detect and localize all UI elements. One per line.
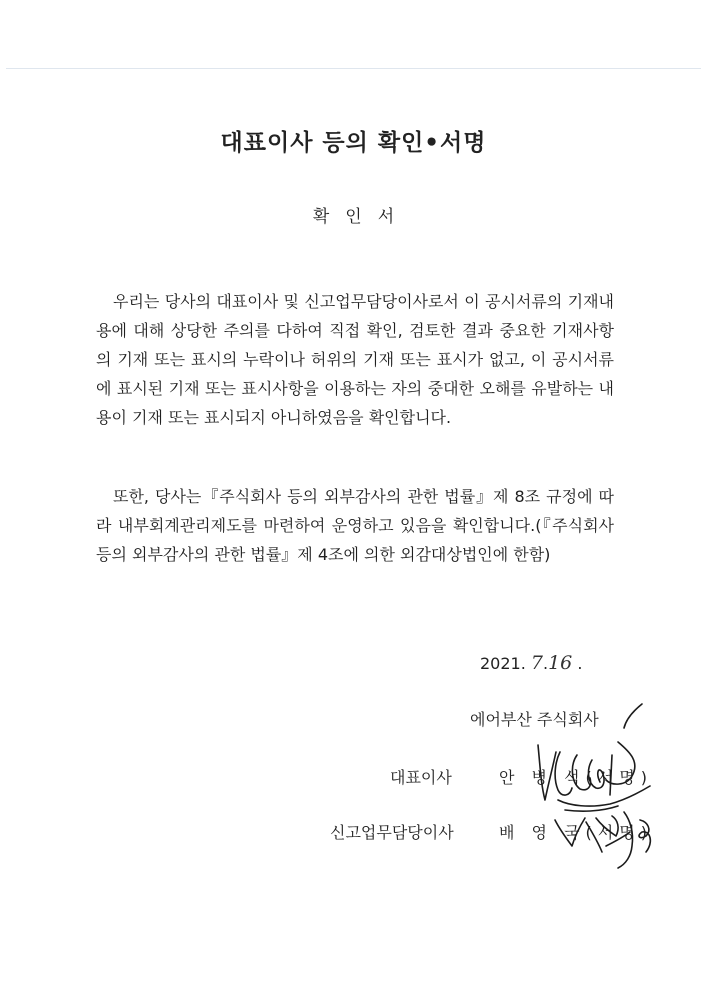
date-day: 16 <box>548 652 573 674</box>
company-name: 에어부산 주식회사 <box>470 710 599 729</box>
disclosure-director-name <box>499 820 653 843</box>
document-subtitle: 확인서 <box>312 207 411 227</box>
date-separator: . <box>543 654 549 673</box>
signing-date <box>480 652 620 674</box>
document-title: 대표이사 등의 확인•서명 <box>220 130 487 156</box>
top-divider <box>6 68 701 69</box>
date-end: . <box>577 654 583 673</box>
internal-control-paragraph: 또한, 당사는『주식회사 등의 외부감사의 관한 법률』제 8조 규정에 따라 내부회계관리제도를 마련하여 운영하고 있음을 확인합니다.(『주식회사 등의 외부감사의 관한 법률』제 4조에 의한 외감대상법인에 한함) <box>96 487 614 564</box>
ceo-sign-mark: (서명) <box>585 768 653 787</box>
ceo-name <box>499 765 653 788</box>
disclosure-director-role: 신고업무담당이사 <box>330 823 454 842</box>
date-year: 2021. <box>480 654 526 673</box>
ceo-role: 대표이사 <box>390 768 452 787</box>
confirmation-paragraph: 우리는 당사의 대표이사 및 신고업무담당이사로서 이 공시서류의 기재내용에 대해 상당한 주의를 다하여 직접 확인, 검토한 결과 중요한 기재사항의 기재 또는 표시의 누락이나 허위의 기재 또는 표시가 없고, 이 공시서류에 표시된 기재 또는 표시사항을 이용하는 자의 중대한 오해를 유발하는 내용이 기재 또는 표시되지 아니하였음을 확인합니다. <box>96 292 614 427</box>
date-month: 7 <box>530 652 543 674</box>
director-name-text: 배 영 국 <box>499 823 586 842</box>
director-sign-mark: (서명) <box>585 823 653 842</box>
ceo-name-text: 안 병 석 <box>499 768 586 787</box>
